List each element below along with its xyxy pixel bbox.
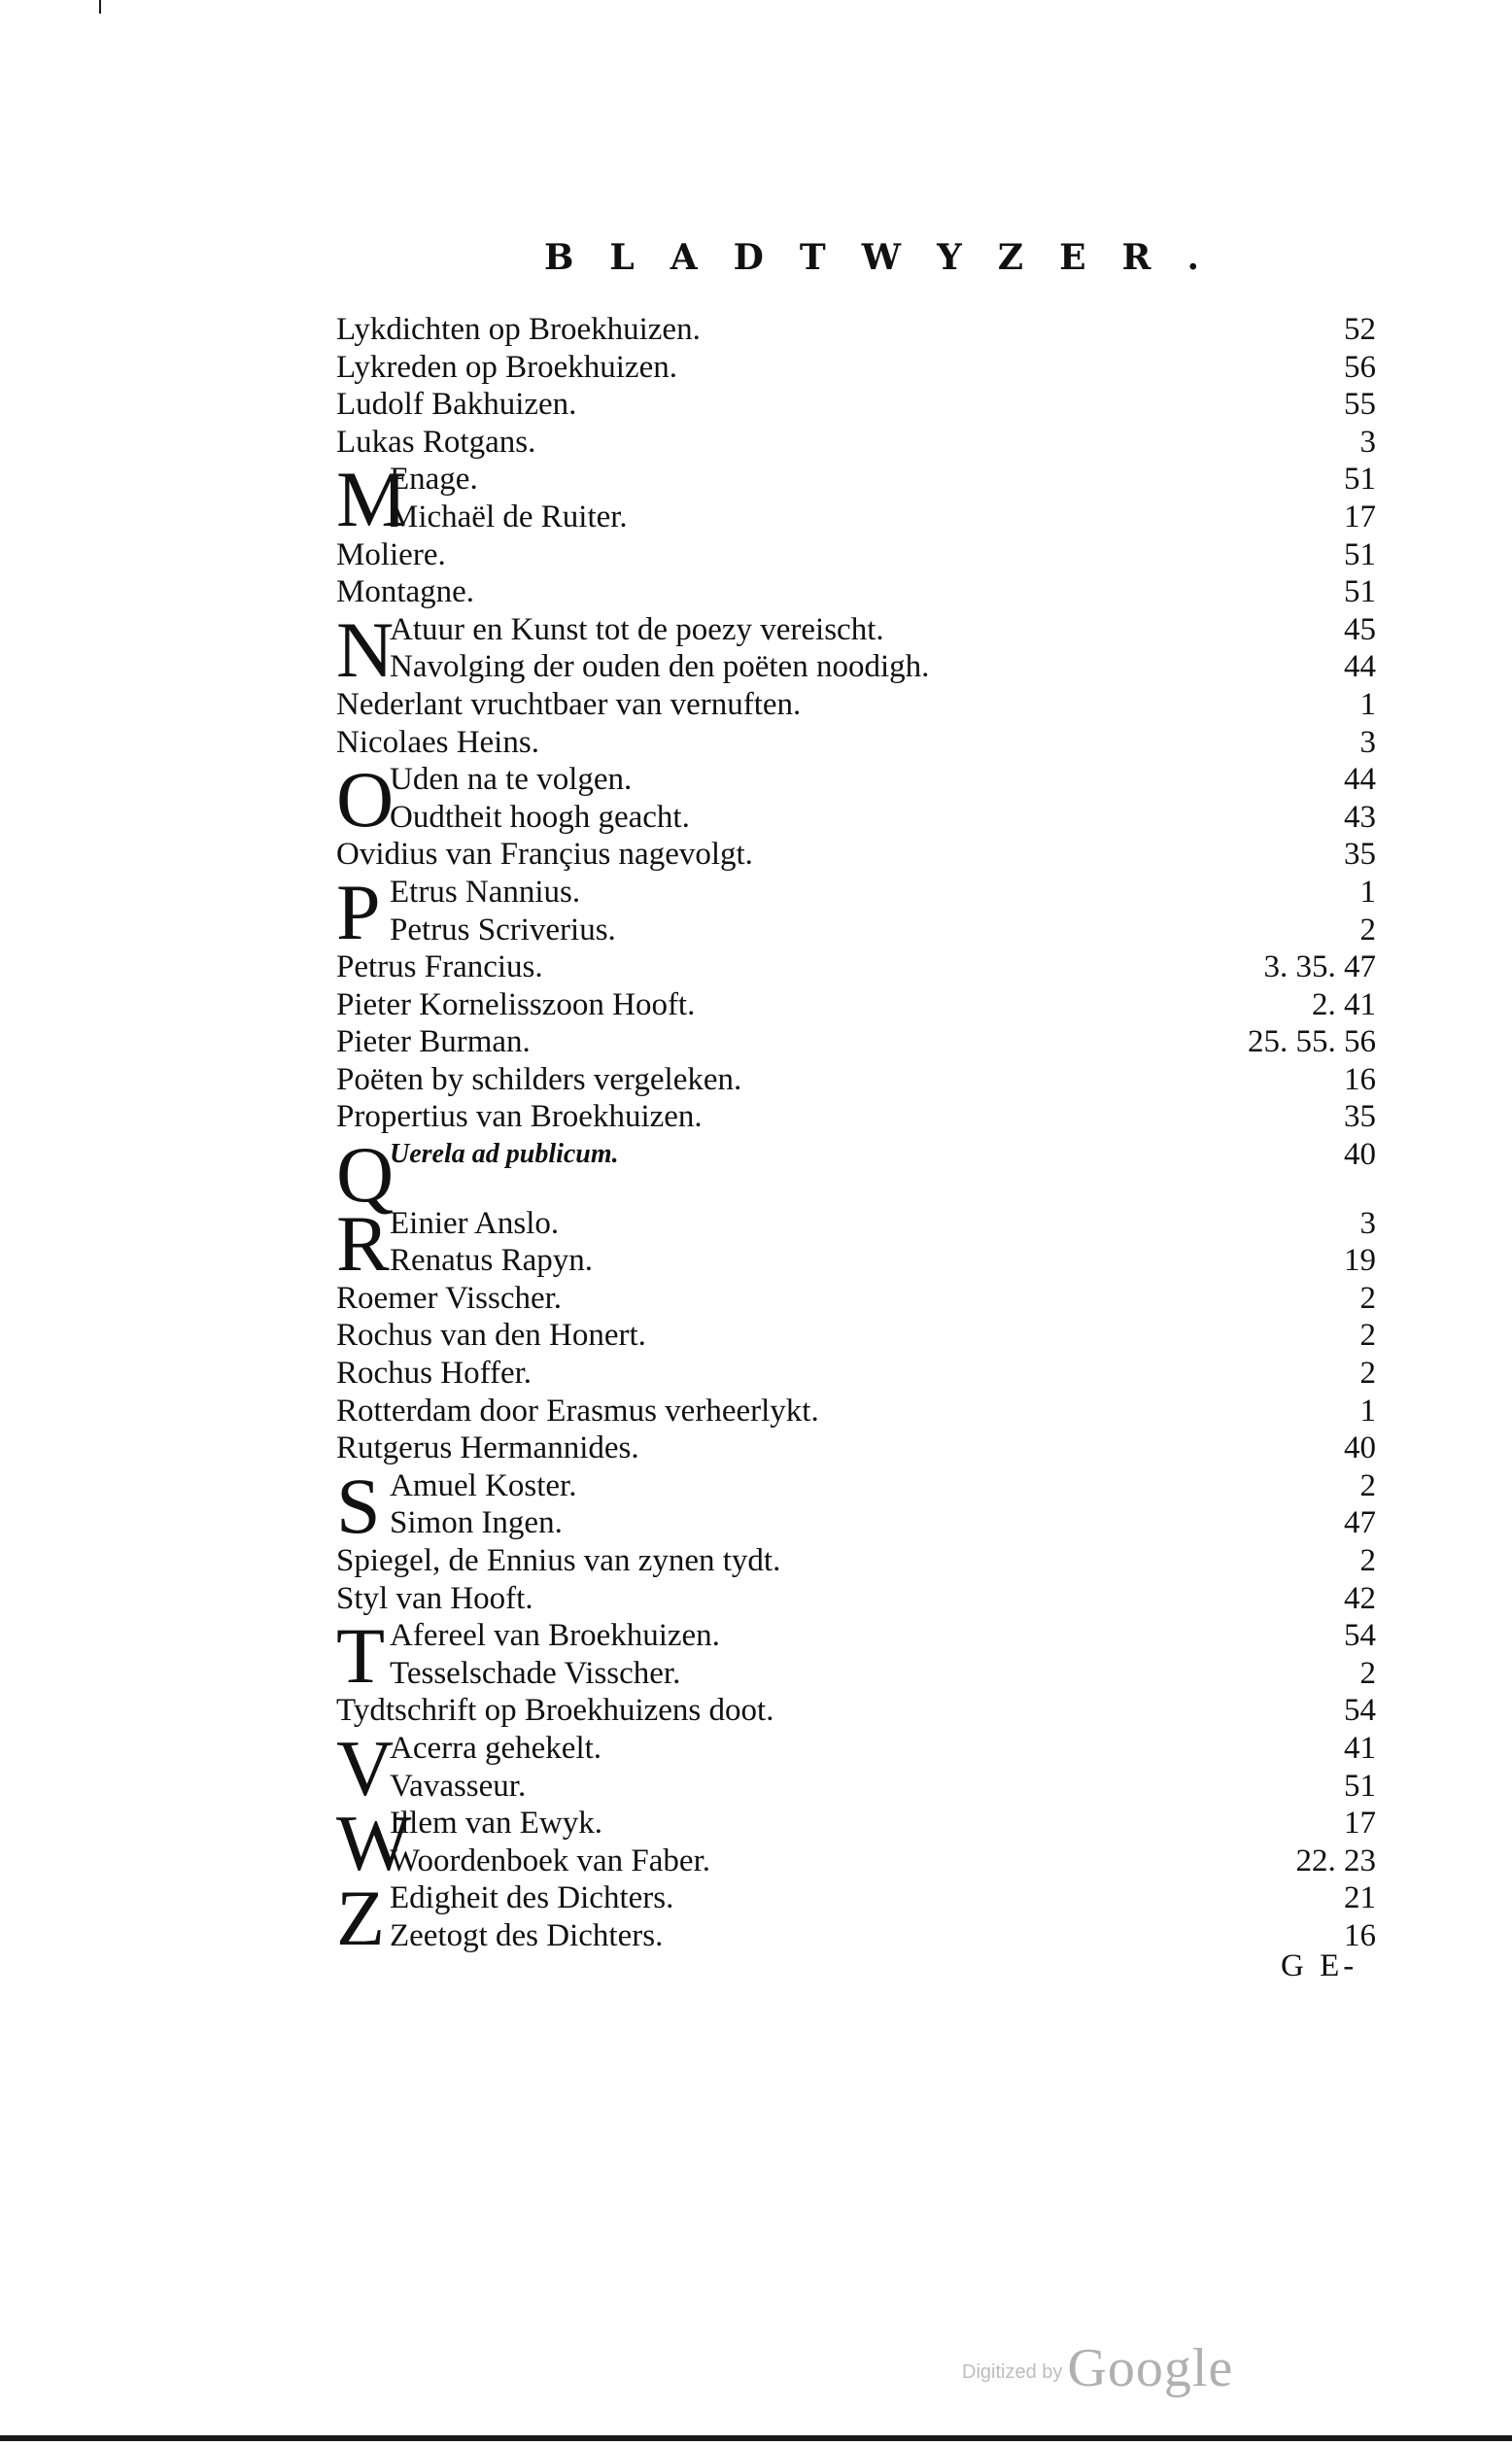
decorative-initial: Q [336, 1130, 395, 1220]
entry-text: Acerra gehekelt. [390, 1730, 602, 1766]
entry-page-number: 2. 41 [1312, 986, 1376, 1022]
entry-page-number: 3 [1359, 424, 1376, 460]
index-entry [336, 1692, 1376, 1730]
entry-gap [336, 1174, 1376, 1205]
entry-text: Petrus Francius. [336, 949, 543, 985]
entry-page-number: 45 [1344, 611, 1376, 647]
entry-page-number: 3 [1359, 1205, 1376, 1241]
entry-page-number: 16 [1344, 1061, 1376, 1097]
page-header: BLADTWYZER. [544, 237, 1235, 278]
index-entry [336, 349, 1376, 387]
entry-text: Pieter Burman. [336, 1024, 531, 1060]
entry-text: Tesselschade Visscher. [390, 1655, 681, 1691]
entry-text: Lykdichten op Broekhuizen. [336, 312, 701, 347]
index-entry [336, 499, 1376, 536]
entry-text: Edigheit des Dichters. [390, 1880, 674, 1916]
index-entry [336, 1061, 1376, 1099]
entry-page-number: 47 [1344, 1505, 1376, 1541]
entry-page-number: 2 [1359, 1543, 1376, 1578]
decorative-initial: W [336, 1799, 412, 1888]
index-entry [336, 986, 1376, 1024]
digitized-by-label: Digitized by [962, 2361, 1063, 2383]
entry-page-number: 51 [1344, 1768, 1376, 1804]
index-entry [336, 836, 1376, 874]
entry-text: Renatus Rapyn. [390, 1243, 593, 1279]
decorative-initial: R [336, 1198, 390, 1288]
decorative-initial: S [336, 1461, 381, 1550]
entry-text: Rochus van den Honert. [336, 1318, 646, 1354]
index-entry [336, 311, 1376, 349]
entry-text: Oudtheit hoogh geacht. [390, 799, 690, 835]
entry-page-number: 43 [1344, 799, 1376, 835]
entry-page-number: 2 [1359, 1467, 1376, 1503]
index-entry [336, 1280, 1376, 1318]
index-entry [336, 386, 1376, 424]
entry-text: Afereel van Broekhuizen. [390, 1618, 720, 1654]
index-entry [336, 573, 1376, 611]
entry-page-number: 22. 23 [1295, 1843, 1376, 1878]
index-entry [336, 724, 1376, 762]
entry-text: Woordenboek van Faber. [390, 1843, 710, 1878]
entry-text: Nederlant vruchtbaer van vernuften. [336, 686, 802, 722]
entry-text: Etrus Nannius. [390, 874, 581, 910]
entry-page-number: 2 [1359, 1655, 1376, 1691]
entry-page-number: 25. 55. 56 [1248, 1024, 1376, 1060]
bottom-edge-shadow [0, 2435, 1512, 2441]
index-entry [336, 648, 1376, 686]
index-entry [336, 1768, 1376, 1806]
index-entry [336, 424, 1376, 462]
index-entry [336, 536, 1376, 574]
entry-text: Enage. [390, 462, 478, 498]
index-entry [336, 1655, 1376, 1693]
entry-text: Uden na te volgen. [390, 762, 633, 798]
entry-text: Roemer Visscher. [336, 1280, 563, 1316]
entry-page-number: 44 [1344, 649, 1376, 685]
entry-text: Propertius van Broekhuizen. [336, 1099, 703, 1135]
index-entry [336, 1393, 1376, 1430]
entry-text: Einier Anslo. [390, 1205, 560, 1241]
entry-page-number: 17 [1344, 499, 1376, 534]
entry-page-number: 51 [1344, 536, 1376, 572]
entry-page-number: 2 [1359, 1318, 1376, 1354]
entry-text: Tydtschrift op Broekhuizens doot. [336, 1693, 774, 1729]
entry-page-number: 19 [1344, 1243, 1376, 1279]
entry-text: Lukas Rotgans. [336, 424, 536, 460]
entry-page-number: 3 [1359, 724, 1376, 760]
decorative-initial: P [336, 867, 381, 956]
entry-page-number: 51 [1344, 462, 1376, 498]
decorative-initial: N [336, 604, 395, 694]
entry-text: Michaël de Ruiter. [390, 499, 628, 534]
index-entry [336, 1542, 1376, 1580]
entry-text: Ludolf Bakhuizen. [336, 387, 577, 423]
entry-page-number: 16 [1344, 1917, 1376, 1953]
index-entry [336, 1917, 1376, 1955]
entry-text: Lykreden op Broekhuizen. [336, 349, 677, 385]
decorative-initial: O [336, 755, 395, 844]
decorative-initial: T [336, 1611, 386, 1701]
entry-text: Poëten by schilders vergeleken. [336, 1061, 742, 1097]
entry-text: Vavasseur. [390, 1768, 527, 1804]
entry-page-number: 2 [1359, 1356, 1376, 1392]
entry-text: Moliere. [336, 536, 446, 572]
entry-page-number: 42 [1344, 1580, 1376, 1616]
entry-text: Atuur en Kunst tot de poezy vereischt. [390, 611, 884, 647]
entry-page-number: 1 [1359, 874, 1376, 910]
entry-page-number: 56 [1344, 349, 1376, 385]
index-entry [336, 1023, 1376, 1061]
entry-page-number: 52 [1344, 312, 1376, 347]
index-entry [336, 1580, 1376, 1618]
index-entry [336, 1130, 1376, 1220]
entry-page-number: 35 [1344, 837, 1376, 873]
index-entry [336, 1098, 1376, 1136]
entry-text: Pieter Kornelisszoon Hooft. [336, 986, 696, 1022]
entry-page-number: 54 [1344, 1618, 1376, 1654]
entry-text: Rutgerus Hermannides. [336, 1430, 639, 1466]
entry-page-number: 41 [1344, 1730, 1376, 1766]
index-entry [336, 686, 1376, 724]
google-logo: Google [1067, 2338, 1234, 2398]
decorative-initial: Z [336, 1874, 386, 1963]
entry-text: Illem van Ewyk. [390, 1806, 603, 1842]
entry-text: Rotterdam door Erasmus verheerlykt. [336, 1393, 819, 1429]
digitized-by-watermark [962, 2337, 1233, 2399]
entry-page-number: 3. 35. 47 [1263, 949, 1376, 985]
entry-text: Montagne. [336, 574, 475, 610]
index-entry [336, 1504, 1376, 1542]
entry-text: Rochus Hoffer. [336, 1356, 533, 1392]
index-entry [336, 912, 1376, 949]
entry-text: Navolging der ouden den poëten noodigh. [390, 649, 930, 685]
decorative-initial: V [336, 1723, 395, 1812]
entry-page-number: 40 [1344, 1430, 1376, 1466]
entry-page-number: 17 [1344, 1806, 1376, 1842]
entry-page-number: 44 [1344, 762, 1376, 798]
index-entry [336, 1843, 1376, 1880]
index-entry [336, 948, 1376, 986]
entry-text: Amuel Koster. [390, 1467, 577, 1503]
top-edge-mark [99, 0, 101, 14]
index-entry [336, 1242, 1376, 1280]
entry-text: Ovidius van Françius nagevolgt. [336, 837, 753, 873]
index-entry [336, 799, 1376, 837]
entry-page-number: 1 [1359, 686, 1376, 722]
index-entry [336, 1355, 1376, 1393]
index-entry [336, 1430, 1376, 1467]
entry-page-number: 21 [1344, 1880, 1376, 1916]
catchword: G E- [1281, 1948, 1358, 1983]
index-entry [336, 1317, 1376, 1355]
entry-text: Petrus Scriverius. [390, 912, 616, 947]
decorative-initial: M [336, 455, 407, 544]
index-list [336, 311, 1376, 1963]
entry-text: Zeetogt des Dichters. [390, 1917, 664, 1953]
entry-page-number: 54 [1344, 1693, 1376, 1729]
entry-page-number: 2 [1359, 912, 1376, 947]
entry-page-number: 35 [1344, 1099, 1376, 1135]
entry-text: Spiegel, de Ennius van zynen tydt. [336, 1543, 781, 1578]
entry-text: Nicolaes Heins. [336, 724, 539, 760]
entry-text: Uerela ad publicum. [390, 1139, 619, 1170]
entry-page-number: 55 [1344, 387, 1376, 423]
entry-page-number: 51 [1344, 574, 1376, 610]
entry-page-number: 1 [1359, 1393, 1376, 1429]
entry-page-number: 40 [1344, 1137, 1376, 1173]
entry-text: Styl van Hooft. [336, 1580, 533, 1616]
entry-text: Simon Ingen. [390, 1505, 563, 1541]
entry-page-number: 2 [1359, 1280, 1376, 1316]
